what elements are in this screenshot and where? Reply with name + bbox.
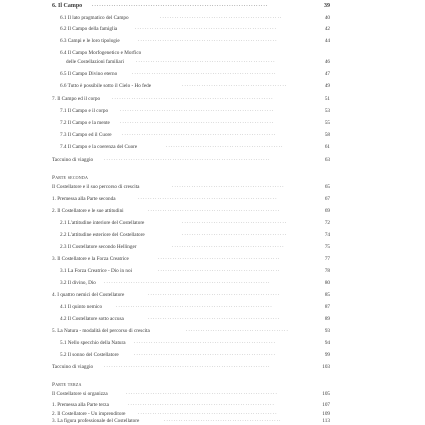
toc-entry-title: 3.2 Il divino, Dio [60, 280, 96, 286]
leader-dots: ........................................................... [132, 71, 277, 76]
leader-dots: ........................................... [182, 83, 288, 88]
leader-dots: .......................................................... [134, 352, 277, 357]
toc-entry-page: 44 [324, 38, 330, 44]
toc-entry-page: 53 [324, 108, 330, 114]
toc-entry-page: 94 [324, 340, 330, 346]
toc-entry [0, 2, 425, 10]
toc-entry-page: 49 [324, 83, 330, 89]
leader-dots: .................................................. [160, 15, 283, 20]
toc-entry [0, 401, 425, 409]
toc-entry-title: 4.2 Il Costellatore sotto accusa [60, 316, 124, 322]
toc-entry-title: 6.2 Il Campo della famiglia [60, 26, 118, 32]
toc-entry-title: 6. Il Campo [52, 3, 83, 9]
toc-entry [0, 82, 425, 90]
toc-entry-page: 99 [324, 352, 330, 358]
leader-dots: .................................................. [158, 256, 281, 261]
toc-entry-title: 7.2 Il Campo e la mente [60, 120, 110, 126]
toc-entry-title: Parte seconda [52, 175, 89, 181]
toc-entry [0, 37, 425, 45]
toc-entry-page: 46 [324, 59, 330, 65]
toc-entry [0, 70, 425, 78]
leader-dots: .............................................. [172, 244, 285, 249]
leader-dots: ................................................................ [116, 304, 273, 309]
toc-entry-title: 6.6 Tutto è possibile sotto il Cielo - Ho fede [60, 83, 152, 89]
leader-dots: ......................................................... [138, 38, 278, 43]
toc-entry [0, 95, 425, 103]
toc-entry-page: 78 [324, 268, 330, 274]
leader-dots: ......................................................... [138, 411, 278, 416]
toc-entry [0, 195, 425, 203]
toc-entry-page: 65 [324, 184, 330, 190]
toc-entry-title: Parte terza [52, 382, 82, 388]
toc-entry-title: 6.5 Il Campo Divino eterno [60, 71, 118, 77]
toc-entry [0, 49, 425, 57]
toc-entry [0, 363, 425, 371]
toc-entry-page: 105 [322, 391, 330, 397]
toc-entry-title: delle Costellazioni familiari [66, 59, 124, 65]
toc-entry [0, 131, 425, 139]
leader-dots: .......................................... [186, 328, 289, 333]
leader-dots: ............................................................... [120, 108, 275, 113]
leader-dots: .......................................................... [135, 26, 278, 31]
leader-dots: .................................................................... [104, 280, 271, 285]
toc-entry-page: 72 [324, 220, 330, 226]
toc-entry-title: 3. Il Costellatore e la Forza Creatrice [52, 256, 129, 262]
toc-entry-title: 7.4 Il Campo e la coerenza del Cuore [60, 144, 138, 150]
toc-entry [0, 303, 425, 311]
toc-entry-title: 7.3 Il Campo ed il Cuore [60, 132, 112, 138]
toc-entry [0, 390, 425, 398]
toc-entry-title: 1. Premessa alla Parte terza [52, 402, 109, 408]
toc-entry-page: 80 [324, 280, 330, 286]
toc-entry-title: 5.2 Il sonno del Costellatore [60, 352, 119, 358]
toc-entry-title: 2.1 L'attitudine interiore del Costellatore [60, 220, 145, 226]
toc-entry-page: 61 [324, 144, 330, 150]
toc-entry [0, 291, 425, 299]
toc-entry-page: 107 [322, 402, 330, 408]
leader-dots: ...................................................... [148, 208, 281, 213]
toc-entry-title: 4.1 Il quinto nemico [60, 304, 103, 310]
toc-entry-page: 77 [324, 256, 330, 262]
toc-entry-page: 67 [324, 196, 330, 202]
toc-entry-title: 5.1 Nello specchio della Natura [60, 340, 126, 346]
toc-entry [0, 219, 425, 227]
toc-entry-page: 40 [324, 15, 330, 21]
leader-dots: ............................................................... [120, 120, 275, 125]
toc-entry-title: 6.1 Il lato pragmatico del Campo [60, 15, 129, 21]
toc-entry-title: 2.3 Il Costellatore secondo Hellinger [60, 244, 137, 250]
toc-entry-title: 2. Il Costellatore - Un imprenditore [52, 411, 126, 417]
toc-entry [0, 243, 425, 251]
toc-entry-title: 2. Il Costellatore e le sue attitudini [52, 208, 124, 214]
toc-entry-page: 42 [324, 26, 330, 32]
toc-entry [0, 267, 425, 275]
leader-dots: ......................................................... [136, 59, 276, 64]
toc-entry-page: 58 [324, 132, 330, 138]
toc-entry [0, 58, 425, 66]
toc-entry-title: 3. La figura professionale del Costellatore [52, 418, 140, 424]
toc-entry [0, 417, 425, 425]
toc-entry-title: 6.4 Il Campo Morfogenetico e Morfico [60, 50, 142, 56]
toc-entry-title: Il Costellatore si organizza [52, 391, 108, 397]
toc-entry-page: 109 [322, 411, 330, 417]
toc-entry [0, 255, 425, 263]
toc-entry [0, 207, 425, 215]
toc-entry-page: 51 [324, 96, 330, 102]
toc-entry-title: 1. Premessa alla Parte seconda [52, 196, 116, 202]
toc-entry [0, 315, 425, 323]
toc-entry [0, 14, 425, 22]
leader-dots: ................................................ [164, 418, 282, 423]
toc-entry-page: 85 [324, 292, 330, 298]
toc-entry-title: 4. I quattro nemici del Costellatore [52, 292, 125, 298]
toc-entry-page: 75 [324, 244, 330, 250]
toc-entry-title: 7. Il Campo ed il corpo [52, 96, 101, 102]
toc-entry-page: 74 [324, 232, 330, 238]
leader-dots: ...................................................... [148, 316, 281, 321]
toc-entry [0, 143, 425, 151]
leader-dots: ........................................................................ [92, 3, 269, 8]
leader-dots: ........................................... [182, 232, 288, 237]
toc-entry [0, 231, 425, 239]
leader-dots: ............................................................ [128, 402, 275, 407]
leader-dots: .................................................................... [104, 157, 271, 162]
toc-entry-page: 63 [324, 157, 330, 163]
toc-entry-title: 7.1 Il Campo e il corpo [60, 108, 109, 114]
toc-entry-title: Il Costellatore e il suo percorso di crescita [52, 184, 140, 190]
leader-dots: .......................................................... [134, 340, 277, 345]
leader-dots: ................................................ [166, 144, 284, 149]
toc-entry-title: 5. La Natura - modalità del percorso di crescita [52, 328, 150, 334]
toc-entry-title: 2.2 L'attitudine esteriore del Costellatore [60, 232, 145, 238]
leader-dots: .................................................................... [104, 364, 271, 369]
toc-entry-page: 113 [322, 418, 330, 424]
leader-dots: .............................................. [172, 184, 285, 189]
toc-entry [0, 174, 425, 182]
toc-entry [0, 381, 425, 389]
toc-entry-page: 89 [324, 316, 330, 322]
toc-entry-page: 93 [324, 328, 330, 334]
leader-dots: ...................................................... [148, 292, 281, 297]
leader-dots: .............................................................. [126, 391, 278, 396]
toc-entry-title: 3.1 La Forza Creatrice - Dio in noi [60, 268, 133, 274]
toc-entry [0, 339, 425, 347]
toc-entry [0, 279, 425, 287]
leader-dots: ......................................................... [138, 196, 278, 201]
toc-entry [0, 183, 425, 191]
leader-dots: .................................................. [158, 268, 281, 273]
toc-entry-page: 55 [324, 120, 330, 126]
toc-entry-page: 69 [324, 208, 330, 214]
toc-entry-title: 6.3 Campi e le loro tipologie [60, 38, 120, 44]
toc-entry [0, 156, 425, 164]
toc-entry [0, 25, 425, 33]
toc-entry [0, 351, 425, 359]
leader-dots: ............................................................... [122, 132, 277, 137]
toc-entry-page: 39 [324, 3, 330, 9]
leader-dots: .................................................................. [112, 96, 274, 101]
toc-entry-title: Taccuino di viaggio [52, 157, 94, 163]
toc-entry-page: 103 [322, 364, 330, 370]
toc-entry-page: 47 [324, 71, 330, 77]
toc-entry [0, 107, 425, 115]
toc-entry-page: 87 [324, 304, 330, 310]
toc-entry [0, 327, 425, 335]
leader-dots: ........................................... [182, 220, 288, 225]
toc-entry-title: Taccuino di viaggio [52, 364, 94, 370]
toc-entry [0, 119, 425, 127]
